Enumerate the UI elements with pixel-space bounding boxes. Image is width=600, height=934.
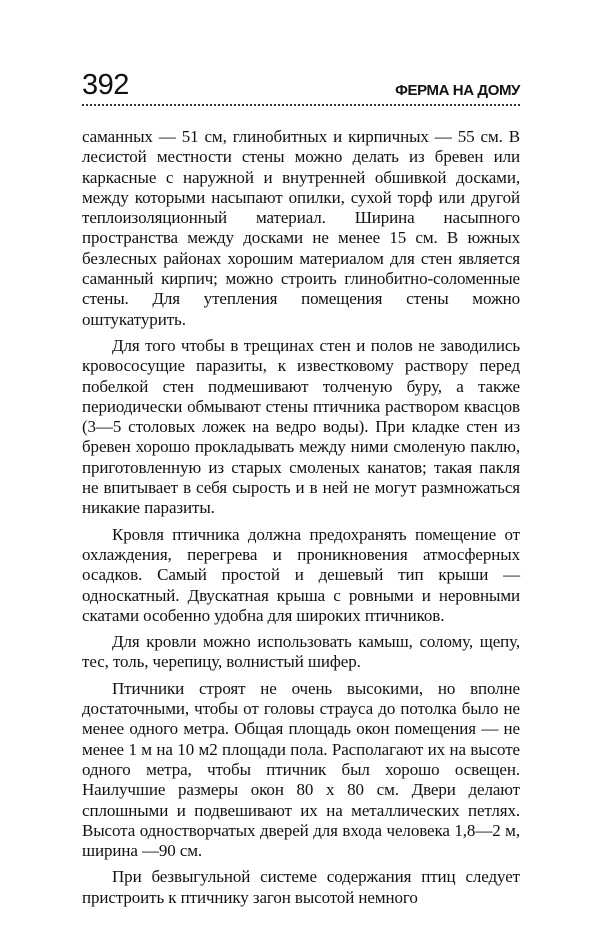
paragraph-parasites: Для того чтобы в трещинах стен и полов не заводились кровососущие паразиты, к известковому раствору перед побелкой стен подмешивают толченую буру, а также периодически обмывают стены птичника раствором квасцов (3—5 столовых ложек на ведро воды). При кладке стен из бревен хорошо прокладывать между ними смоленую паклю, приготовленную из старых смоленых канатов; такая пакля не впитывает в себя сырость и в ней не могут размножаться никакие паразиты. — [82, 335, 520, 518]
body-text — [82, 127, 520, 908]
page-number: 392 — [82, 69, 129, 101]
paragraph-windows-doors: Птичники строят не очень высокими, но вполне достаточными, чтобы от головы страуса до потолка было не менее одного метра. Общая площадь окон помещения — не менее 1 м на 10 м2 площади пола. Располагают их на высоте одного метра, чтобы птичник был хорошо освещен. Наилучшие размеры окон 80 х 80 см. Двери делают сплошными и подвешивают их на металлических петлях. Высота одностворчатых дверей для входа человека 1,8—2 м, ширина —90 см. — [82, 678, 520, 861]
paragraph-roof-materials: Для кровли можно использовать камыш, солому, щепу, тес, толь, черепицу, волнистый шифер. — [82, 632, 520, 672]
paragraph-roof: Кровля птичника должна предохранять помещение от охлаждения, перегрева и проникновения атмосферных осадков. Самый простой и дешевый тип крыши — односкатный. Двускатная крыша с ровными и неровными скатами особенно удобна для широких птичников. — [82, 524, 520, 625]
paragraph-pen: При безвыгульной системе содержания птиц следует пристроить к птичнику загон высотой немного — [82, 867, 520, 907]
book-page — [82, 70, 520, 908]
running-title: ФЕРМА НА ДОМУ — [395, 82, 520, 99]
page-header — [82, 70, 520, 106]
paragraph-walls: саманных — 51 см, глинобитных и кирпичных — 55 см. В лесистой местности стены можно делать из бревен или каркасные с наружной и внутренней обшивкой досками, между которыми насыпают опилки, сухой торф или другой теплоизоляционный материал. Ширина насыпного пространства между досками не менее 15 см. В южных безлесных районах хорошим материалом для стен является саманный кирпич; можно строить глинобитно-соломенные стены. Для утепления помещения стены можно оштукатурить. — [82, 127, 520, 329]
